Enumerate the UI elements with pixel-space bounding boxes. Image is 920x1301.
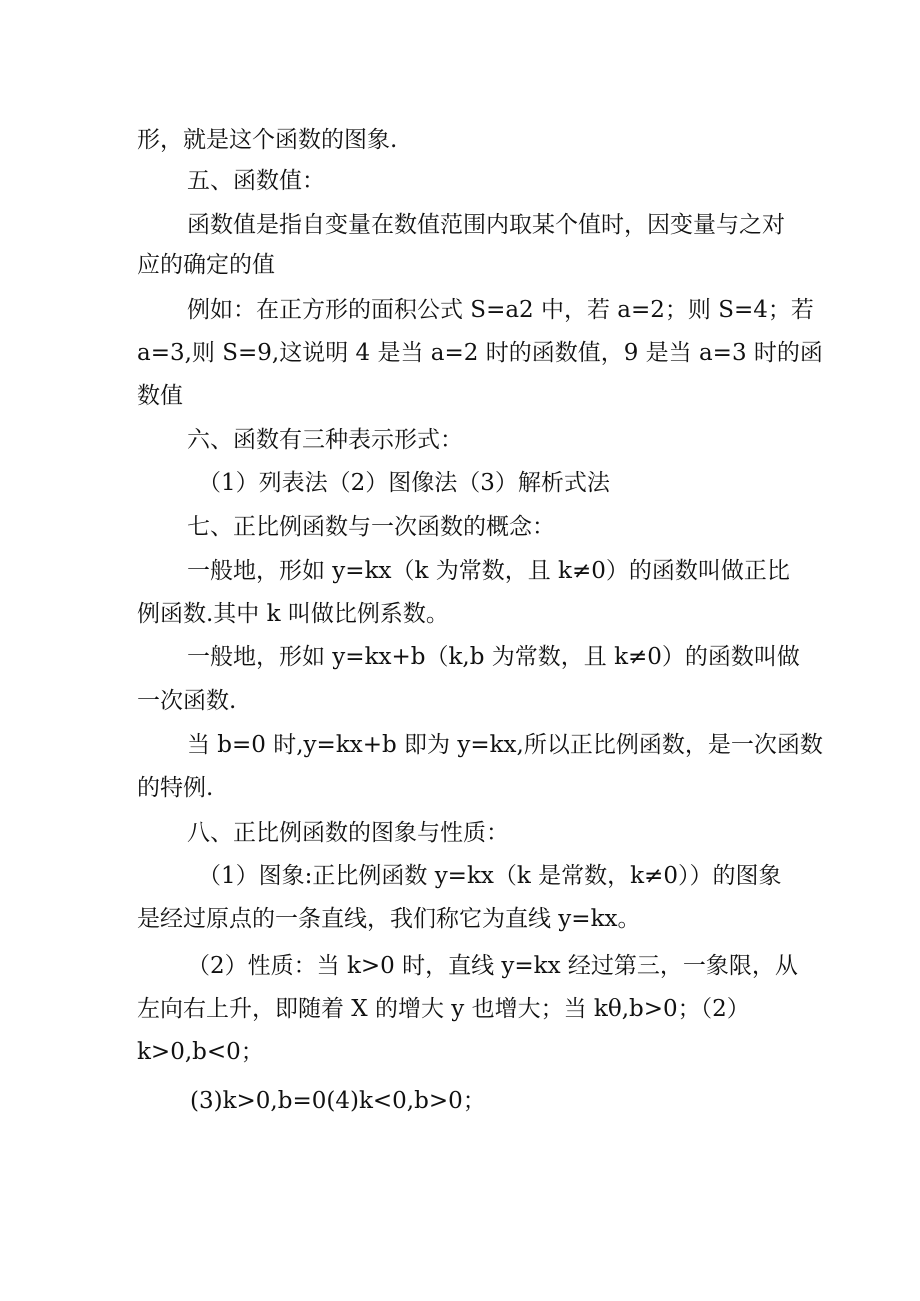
- section-heading: 六、函数有三种表示形式：: [187, 427, 463, 453]
- text-line: 形，就是这个函数的图象.: [137, 127, 398, 153]
- text-line: （2）性质：当 k>0 时，直线 y=kx 经过第三，一象限，从: [187, 953, 798, 979]
- text-line: 应的确定的值: [137, 252, 275, 278]
- text-line: 是经过原点的一条直线，我们称它为直线 y=kx。: [137, 906, 641, 932]
- text-line: 例如：在正方形的面积公式 S=a2 中，若 a=2；则 S=4；若: [187, 297, 814, 323]
- text-line: （1）列表法（2）图像法（3）解析式法: [198, 470, 610, 496]
- section-heading: 八、正比例函数的图象与性质：: [187, 820, 509, 846]
- text-line: 左向右上升，即随着 X 的增大 y 也增大；当 kθ,b>0；（2）: [137, 996, 750, 1022]
- text-line: 例函数.其中 k 叫做比例系数。: [137, 601, 449, 627]
- text-line: k>0,b<0；: [137, 1039, 264, 1065]
- text-line: 一般地，形如 y=kx+b（k,b 为常数，且 k≠0）的函数叫做: [187, 644, 800, 670]
- text-line: (3)k>0,b=0(4)k<0,b>0；: [190, 1088, 486, 1114]
- text-line: 当 b=0 时,y=kx+b 即为 y=kx,所以正比例函数，是一次函数: [187, 732, 823, 758]
- section-heading: 七、正比例函数与一次函数的概念：: [187, 514, 555, 540]
- text-line: （1）图象:正比例函数 y=kx（k 是常数，k≠0））的图象: [198, 863, 782, 889]
- text-line: 一般地，形如 y=kx（k 为常数，且 k≠0）的函数叫做正比: [187, 558, 790, 584]
- text-line: 一次函数.: [137, 688, 237, 714]
- text-line: a=3,则 S=9,这说明 4 是当 a=2 时的函数值，9 是当 a=3 时的函: [137, 340, 823, 366]
- text-line: 函数值是指自变量在数值范围内取某个值时，因变量与之对: [187, 212, 785, 238]
- text-line: 的特例.: [137, 775, 214, 801]
- text-line: 数值: [137, 383, 183, 409]
- section-heading: 五、函数值：: [187, 168, 325, 194]
